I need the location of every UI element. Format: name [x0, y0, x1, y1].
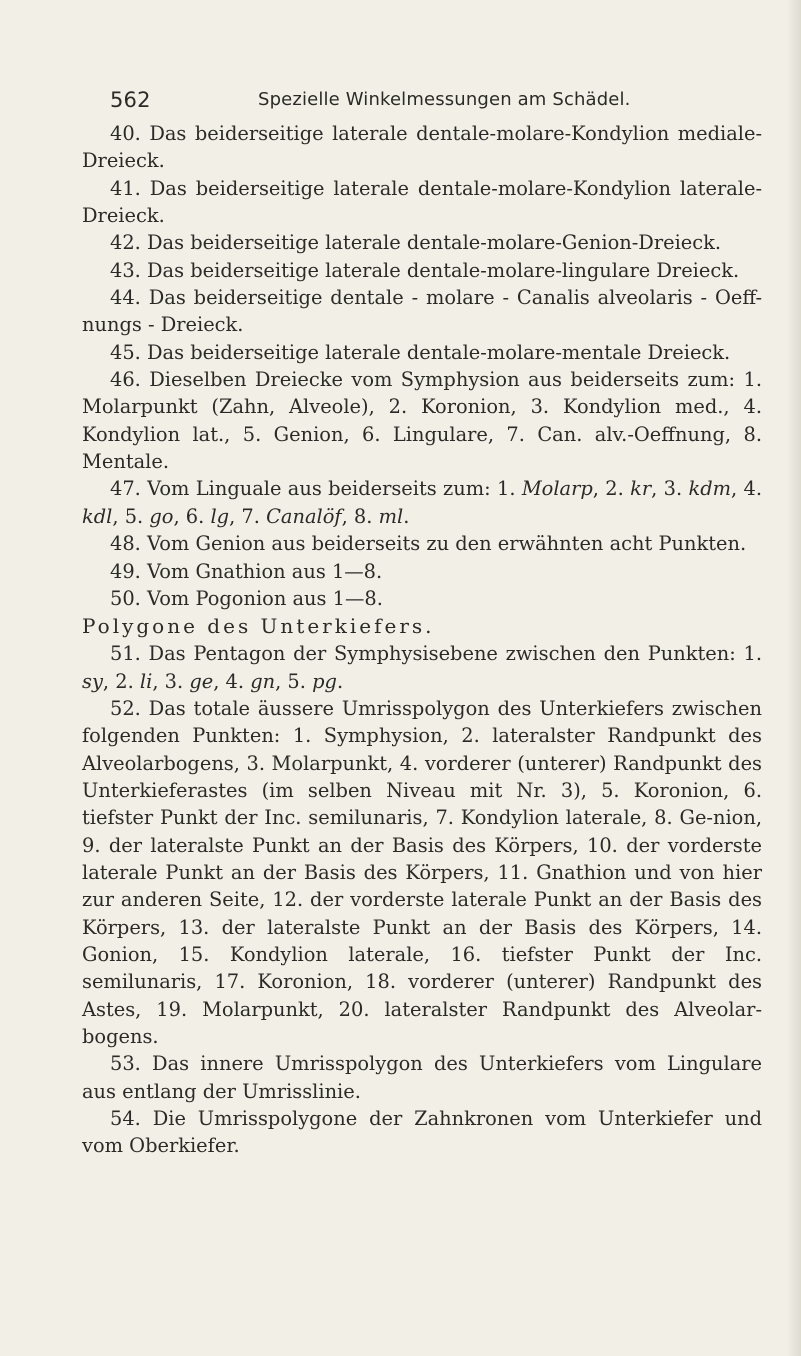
p47-abbrev-kdl: kdl	[82, 504, 113, 528]
p51-abbrev-li: li	[139, 669, 153, 693]
page-number: 562	[110, 88, 151, 112]
paragraph-42: 42. Das beiderseitige laterale dentale-molare-Genion-Dreieck.	[110, 231, 722, 255]
paragraph-45: 45. Das beiderseitige laterale dentale-molare-mentale Dreieck.	[110, 340, 731, 364]
paragraph-49: 49. Vom Gnathion aus 1—8.	[110, 559, 383, 583]
paragraph-48: 48. Vom Genion aus beiderseits zu den erwähnten acht Punkten.	[110, 532, 747, 556]
paragraph-40: 40. Das beiderseitige laterale dentale-molare-Kondylion mediale-Dreieck.	[82, 122, 762, 173]
p47-abbrev-kr: kr	[630, 477, 652, 501]
section-heading: Polygone des Unterkiefers.	[82, 614, 435, 639]
p51-abbrev-sy: sy	[82, 669, 103, 693]
body-text	[82, 120, 762, 1160]
p47-sep-5: , 6.	[173, 504, 211, 528]
p47-prefix: 47. Vom Linguale aus beiderseits zum: 1.	[110, 477, 522, 501]
p47-sep-7: , 8.	[341, 504, 379, 528]
p51-sep-4: , 5.	[275, 669, 313, 693]
paragraph-51	[82, 640, 762, 695]
paragraph-47	[82, 475, 762, 530]
paragraph-44: 44. Das beiderseitige dentale - molare - Canalis alveolaris - Oeff-nungs - Dreieck.	[82, 286, 762, 337]
paragraph-53: 53. Das innere Umrisspolygon des Unterkiefers vom Lingulare aus entlang der Umrisslinie.	[82, 1052, 762, 1103]
paragraph-41: 41. Das beiderseitige laterale dentale-molare-Kondylion laterale-Dreieck.	[82, 176, 762, 228]
p47-abbrev-canaloef: Canalöf	[266, 504, 342, 528]
p47-abbrev-go: go	[149, 504, 174, 528]
p47-abbrev-lg: lg	[210, 504, 230, 528]
paragraph-46: 46. Dieselben Dreiecke vom Symphysion aus beiderseits zum: 1. Molarpunkt (Zahn, Alveole), 2. Koronion, 3. Kondylion med., 4. Kondylion lat., 5. Genion, 6. Lingulare, 7. Can. alv.-Oeffnung, 8. Mentale.	[82, 368, 762, 474]
paragraph-54: 54. Die Umrisspolygone der Zahnkronen vom Unterkiefer und vom Oberkiefer.	[82, 1107, 762, 1158]
p47-sep-3: , 4.	[731, 477, 762, 501]
p47-suffix: .	[403, 504, 410, 528]
p47-abbrev-molarp: Molarp	[521, 477, 593, 501]
p47-sep-2: , 3.	[651, 477, 689, 501]
p51-abbrev-gn: gn	[250, 669, 276, 693]
running-title: Spezielle Winkelmessungen am Schädel.	[258, 89, 631, 110]
paragraph-52: 52. Das totale äussere Umrisspolygon des Unterkiefers zwischen folgenden Punkten: 1. Symphysion, 2. lateralster Randpunkt des Alveolarbogens, 3. Molarpunkt, 4. vorderer (unterer) Randpunkt des Unterkieferastes (im selben Niveau mit Nr. 3), 5. Koronion, 6. tiefster Punkt der Inc. semilunaris, 7. Kondylion laterale, 8. Ge-nion, 9. der lateralste Punkt an der Basis des Körpers, 10. der vorderste laterale Punkt an der Basis des Körpers, 11. Gnathion und von hier zur anderen Seite, 12. der vorderste laterale Punkt an der Basis des Körpers, 13. der lateralste Punkt an der Basis des Körpers, 14. Gonion, 15. Kondylion laterale, 16. tiefster Punkt der Inc. semilunaris, 17. Koronion, 18. vorderer (unterer) Randpunkt des Astes, 19. Molarpunkt, 20. lateralster Randpunkt des Alveolar-bogens.	[82, 696, 762, 1048]
p51-sep-1: , 2.	[102, 669, 140, 693]
paragraph-43: 43. Das beiderseitige laterale dentale-molare-lingulare Dreieck.	[110, 258, 740, 282]
p51-prefix: 51. Das Pentagon der Symphysisebene zwischen den Punkten: 1.	[110, 642, 762, 666]
p51-sep-3: , 4.	[213, 669, 251, 693]
p51-abbrev-pg: pg	[312, 669, 337, 693]
page-header	[110, 86, 720, 114]
p47-abbrev-ml: ml	[378, 504, 404, 528]
p47-sep-6: , 7.	[229, 504, 267, 528]
p47-abbrev-kdm: kdm	[688, 477, 732, 501]
p51-suffix: .	[336, 669, 344, 693]
p47-sep-1: , 2.	[592, 477, 631, 501]
p51-abbrev-ge: ge	[189, 669, 214, 693]
paragraph-50: 50. Vom Pogonion aus 1—8.	[110, 586, 383, 610]
page-edge-shadow	[787, 0, 801, 1356]
p47-sep-4: , 5.	[112, 504, 150, 528]
p51-sep-2: , 3.	[152, 669, 190, 693]
